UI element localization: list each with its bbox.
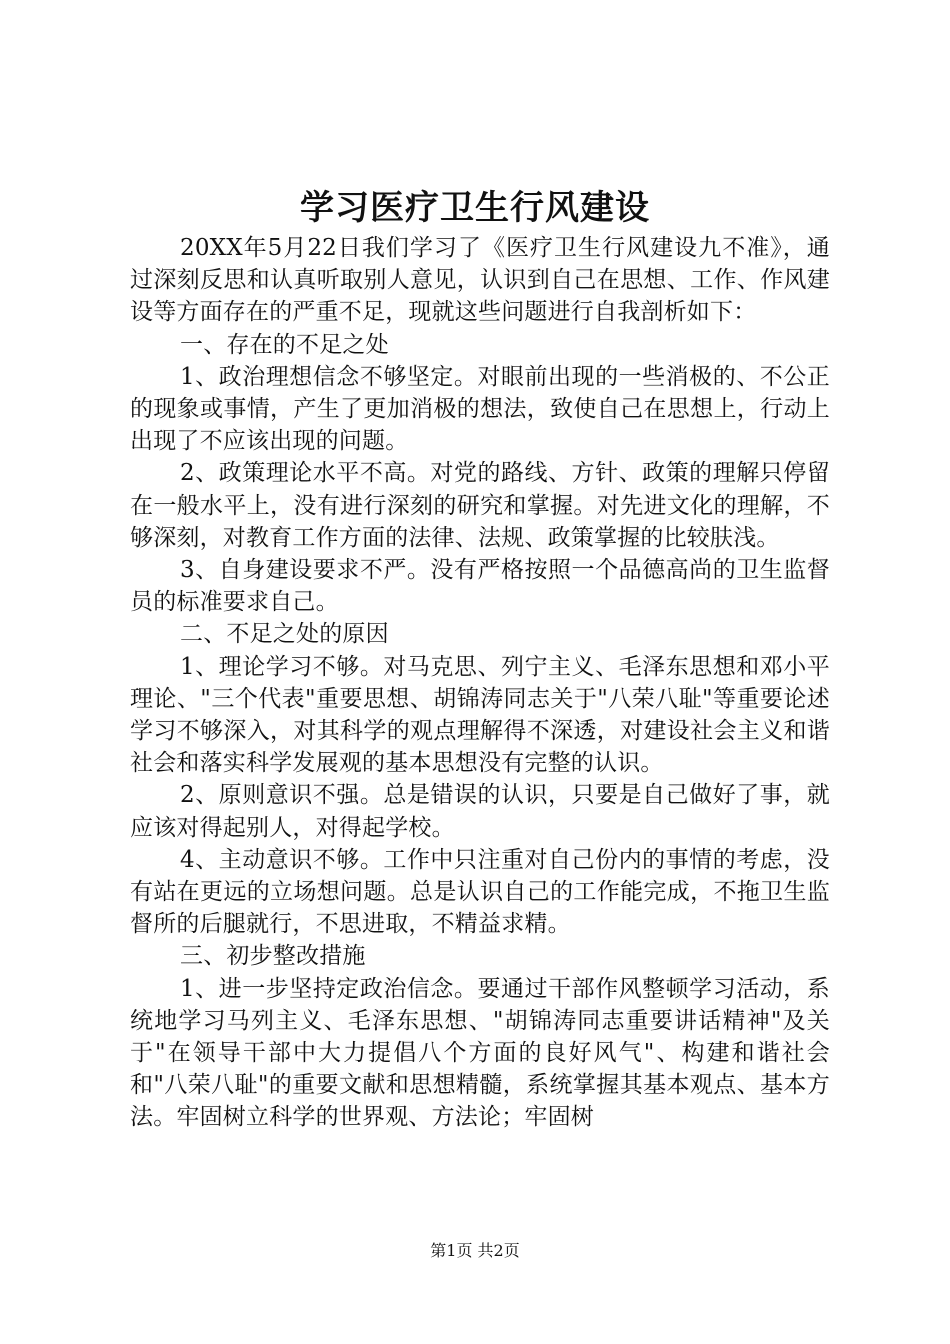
paragraph-shortcoming-2: 2、政策理论水平不高。对党的路线、方针、政策的理解只停留在一般水平上，没有进行深刻的研究和掌握。对先进文化的理解，不够深刻，对教育工作方面的法律、法规、政策掌握的比较肤浅。 xyxy=(130,460,830,551)
section-heading-measures: 三、初步整改措施 xyxy=(180,943,366,970)
paragraph-cause-1: 1、理论学习不够。对马克思、列宁主义、毛泽东思想和邓小平理论、"三个代表"重要思想、胡锦涛同志关于"八荣八耻"等重要论述学习不够深入，对其科学的观点理解得不深透，对建设社会主义和谐社会和落实科学发展观的基本思想没有完整的认识。 xyxy=(130,653,830,777)
page-number-footer: 第1页 共2页 xyxy=(430,1241,520,1260)
paragraph-shortcoming-1: 1、政治理想信念不够坚定。对眼前出现的一些消极的、不公正的现象或事情，产生了更加消极的想法，致使自己在思想上，行动上出现了不应该出现的问题。 xyxy=(130,363,830,455)
paragraph-shortcoming-3: 3、自身建设要求不严。没有严格按照一个品德高尚的卫生监督员的标准要求自己。 xyxy=(130,557,830,616)
document-body xyxy=(130,232,830,1134)
paragraph-measure-1: 1、进一步坚持定政治信念。要通过干部作风整顿学习活动，系统地学习马列主义、毛泽东思想、"胡锦涛同志重要讲话精神"及关于"在领导干部中大力提倡八个方面的良好风气"、构建和谐社会和"八荣八耻"的重要文献和思想精髓，系统掌握其基本观点、基本方法。牢固树立科学的世界观、方法论；牢固树 xyxy=(130,975,830,1131)
paragraph-intro: 20XX年5月22日我们学习了《医疗卫生行风建设九不准》，通过深刻反思和认真听取别人意见，认识到自己在思想、工作、作风建设等方面存在的严重不足，现就这些问题进行自我剖析如下： xyxy=(130,235,830,326)
document-title: 学习医疗卫生行风建设 xyxy=(300,188,650,228)
section-heading-shortcomings: 一、存在的不足之处 xyxy=(180,331,389,358)
paragraph-cause-4: 4、主动意识不够。工作中只注重对自己份内的事情的考虑，没有站在更远的立场想问题。总是认识自己的工作能完成，不拖卫生监督所的后腿就行，不思进取，不精益求精。 xyxy=(130,846,830,938)
section-heading-causes: 二、不足之处的原因 xyxy=(180,621,389,648)
paragraph-cause-2: 2、原则意识不强。总是错误的认识，只要是自己做好了事，就应该对得起别人，对得起学校。 xyxy=(130,782,830,841)
